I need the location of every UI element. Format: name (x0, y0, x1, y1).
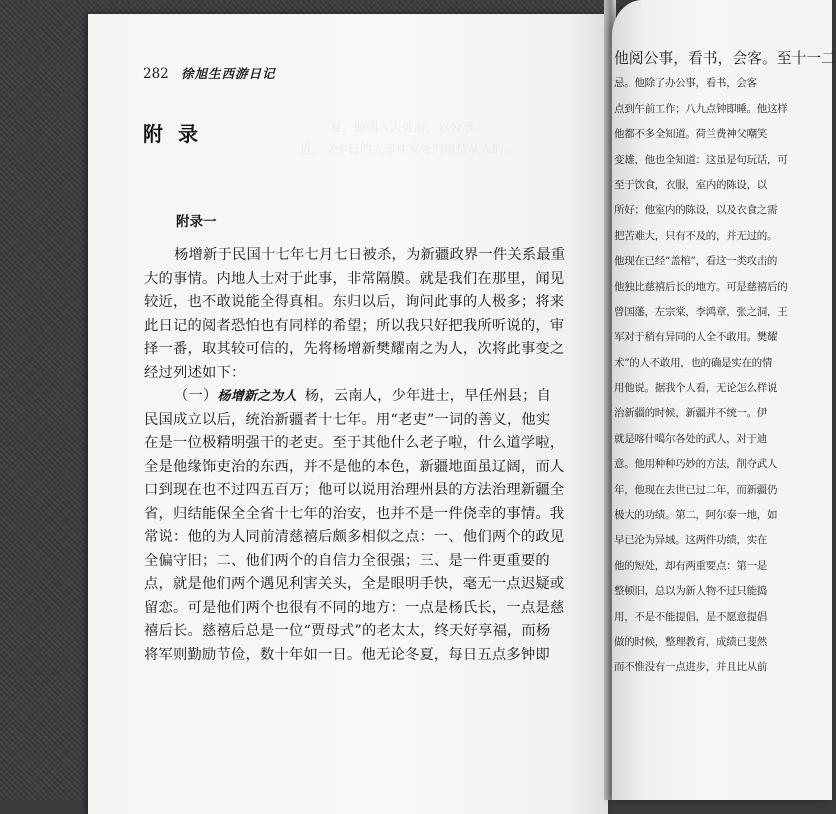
text-line: 民国成立以后，统治新疆者十七年。用“老吏”一词的善义，他实 (144, 411, 551, 428)
bleed-through-text: 夏，照例入人处游，以公事。 (330, 120, 487, 134)
text-line: 忌。他除了办公事，看书，会客 (614, 77, 757, 90)
text-line: 所好；他室内的陈设，以及衣食之需 (614, 204, 778, 217)
text-line: 省，归结能保全全省十七年的治安，也并不是一件侥幸的事情。我 (144, 505, 565, 522)
text-line: 择一番，取其较可信的，先将杨增新樊耀南之为人，次将此事变之 (144, 341, 565, 357)
text-line: 全是他缘饰吏治的东西，并不是他的本色，新疆地面虽辽阔，而人 (144, 458, 565, 475)
text-line: 而不惟没有一点进步，并且比从前 (614, 661, 767, 674)
text-line: 点到午前工作；八九点钟即睡。他这样 (614, 102, 788, 115)
text-line: 至于饮食，衣服，室内的陈设，以 (614, 178, 767, 191)
right-page-text (614, 46, 836, 681)
text-line: 杨增新于民国十七年七月七日被杀，为新疆政界一件关系最重 (174, 247, 566, 263)
text-line: 变雄，他也全知道：这虽是句玩话，可 (614, 153, 788, 166)
book-title: 徐旭生西游日记 (181, 66, 276, 81)
text-line: 较近，也不敢说能全得真相。东归以后，询问此事的人极多；将来 (144, 294, 565, 310)
text-line: 就是喀什噶尔各处的武人，对于迪 (614, 432, 767, 445)
bleed-through-text: 近，文中日的大事件发处的事情从人的。 (300, 142, 517, 156)
text-line: 口到现在也不过四五百万；他可以说用治理州县的方法治理新疆全 (144, 482, 565, 498)
text-line: 将军则勤励节俭，数十年如一日。他无论冬夏，每日五点多钟即 (144, 646, 550, 663)
text-line: 他现在已经“盖棺”，看这一类攻击的 (614, 255, 778, 268)
section-one-line (144, 385, 552, 409)
page-number: 282 (143, 66, 169, 82)
text-line: 他的短处，却有两重要点：第一是 (614, 559, 767, 572)
text-line: 整顿旧，总以为新人物不过只能捣 (614, 585, 767, 598)
text-line: 他阅公事，看书，会客。至十一二 (614, 50, 836, 67)
section-label: （一） (174, 388, 218, 404)
body-text (144, 244, 566, 667)
text-line: 在是一位极精明强干的老吏。至于其他什么老子啦，什么道学啦， (144, 435, 565, 451)
text-line: 把苦难大，只有不及的，并无过的。 (614, 229, 778, 242)
text-line: 用他说。据我个人看，无论怎么样说 (614, 382, 778, 395)
text-line: 点，就是他们两个遇见利害关头，全是眼明手快，毫无一点迟疑或 (144, 576, 565, 592)
section-heading: 杨增新之为人 (217, 389, 297, 404)
text-line: 极大的功绩。第二，阿尔泰一地，如 (614, 509, 778, 522)
text-line: 用，不是不能提倡，是不愿意提倡 (614, 610, 767, 623)
text-line: 他都不多全知道。荷兰费神父嘲笑 (614, 128, 767, 141)
running-header (143, 64, 276, 82)
text-line: 治新疆的时候，新疆并不统一。伊 (614, 407, 767, 420)
text-line: 做的时候，整理教育，成绩已斐然 (614, 635, 767, 648)
text-line: 军对于稍有异同的人全不敢用。樊耀 (614, 331, 778, 344)
text-line: 术”的人不敢用，也的确是实在的情 (614, 356, 773, 369)
text-line: 他独比慈禧后长的地方。可是慈禧后的 (614, 280, 788, 293)
text-line: 年，他现在去世已过二年，而新疆仍 (614, 483, 778, 496)
text-line: 早已沦为异域。这两件功绩，实在 (614, 534, 767, 547)
text-line: 曾国藩，左宗棠，李鸿章，张之洞，王 (614, 305, 788, 318)
text-line: 杨，云南人，少年进士，早任州县；自 (304, 388, 552, 404)
text-line: 留恋。可是他们两个也很有不同的地方：一点是杨氏长，一点是慈 (144, 599, 565, 616)
text-line: 禧后长。慈禧后总是一位“贾母式”的老太太，终天好享福，而杨 (144, 623, 551, 639)
text-line: 此日记的阅者恐怕也有同样的希望；所以我只好把我所听说的，审 (144, 317, 565, 334)
text-line: 经过列述如下： (144, 364, 246, 381)
text-line: 意。他用种种巧妙的方法，削夺武人 (614, 458, 778, 471)
section-title: 附 录 (143, 122, 202, 146)
subsection-title: 附录一 (176, 214, 217, 230)
text-line: 大的事情。内地人士对于此事，非常隔膜。就是我们在那里，闻见 (144, 270, 565, 287)
text-line: 常说：他的为人同前清慈禧后颇多相似之点：一、他们两个的政见 (144, 529, 565, 545)
text-line: 全偏守旧；二、他们两个的自信力全很强；三、是一件更重要的 (144, 552, 550, 569)
